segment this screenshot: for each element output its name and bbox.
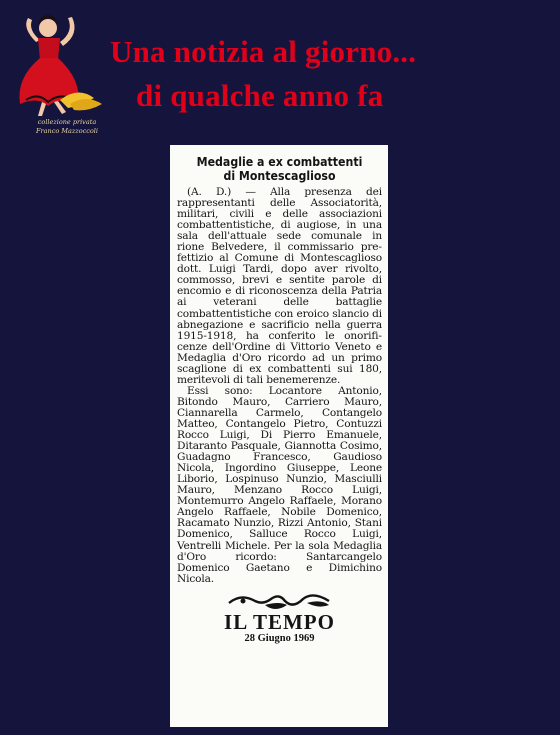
logo xyxy=(8,8,118,138)
headline-line2: di qualche anno fa xyxy=(136,78,384,113)
logo-caption-line1: collezione privata xyxy=(37,118,97,126)
article-body xyxy=(177,187,382,585)
article-title-line1: Medaglie a ex combattenti xyxy=(196,154,363,169)
article-paragraph-2: Essi sono: Locantore Antonio, Bitondo Mauro, Carriero Mauro, Ciannarella Carmelo, Contangelo Matteo, Contangelo Pietro, Contuzzi Rocco Luigi, Di Pierro Emanuele, Ditaranto Pasquale, Giannotta Cosimo, Guadagno Francesco, Gaudioso Nicola, Ingordino Giuseppe, Leone Liborio, Lospinuso Nunzio, Masciulli Mauro, Menzano Rocco Luigi, Montemurro Angelo Raffaele, Morano Angelo Raffaele, Nobile Domenico, Racamato Nunzio, Rizzi Antonio, Stani Domenico, Salluce Rocco Luigi, Ventrelli Michele. Per la sola Medaglia d'Oro ricordo: Santarcangelo Domenico Gaetano e Dimichino Nicola. xyxy=(177,384,382,585)
article-title-line2: di Montescaglioso xyxy=(223,168,336,183)
newspaper-masthead: IL TEMPO xyxy=(224,609,335,634)
logo-caption xyxy=(8,118,126,136)
article-paragraph-1: (A. D.) — Alla presenza dei rappresentanti delle Associatorità, militari, civili e delle associazioni combattentistiche, di augiose, in una sala dell'attuale sede comunale in rione Belvedere, il commissario prefettizio al Comune di Montescaglioso dott. Luigi Tardi, dopo aver rivolto, commosso, brevi e sentite parole di encomio e di riconoscenza della Patria ai veterani delle battaglie combattentistiche con eroico slancio di abnegazione e sacrificio nella guerra 1915-1918, ha conferito le onorificenze dell'Ordine di Vittorio Veneto e Medaglia d'Oro ricordo ad un primo scaglione di ex combattenti sui 180, meritevoli di tali benemerenze. xyxy=(177,186,382,386)
article-title xyxy=(189,155,369,183)
logo-caption-line2: Franco Mazzoccoli xyxy=(36,127,98,135)
headline-line1: Una notizia al giorno... xyxy=(110,34,417,69)
newspaper-clipping xyxy=(170,145,388,727)
publication-date: 28 Giugno 1969 xyxy=(244,632,315,644)
dancer-icon xyxy=(8,8,118,120)
